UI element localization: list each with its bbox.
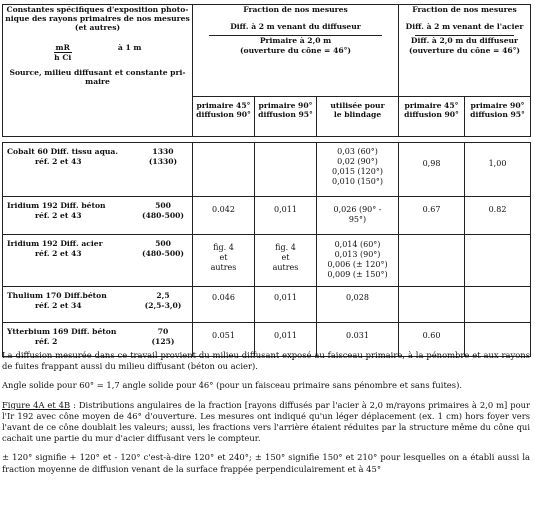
cell-value: 1,00 xyxy=(488,159,507,168)
cell-value: 0.60 xyxy=(422,331,441,340)
cell-value: 0.031 xyxy=(346,331,369,340)
source-ref: réf. 2 et 43 xyxy=(35,248,82,258)
cell-c5 xyxy=(465,143,531,197)
row-label-cell xyxy=(3,197,193,235)
note-paragraph xyxy=(2,400,530,445)
cell-c4 xyxy=(399,235,465,287)
cell-value: 0.82 xyxy=(488,205,507,214)
cell-c5 xyxy=(465,235,531,287)
cell-value: 0.051 xyxy=(212,331,235,340)
cell-value: autres xyxy=(210,263,237,272)
col-header-line: primaire 45° xyxy=(404,101,459,110)
col-header-line: diffusion 90° xyxy=(404,110,459,120)
figure-reference: Figure 4A et 4B xyxy=(2,399,71,410)
cell-c5 xyxy=(465,197,531,235)
group1-sub2-line1: Primaire à 2,0 m xyxy=(259,36,332,46)
cell-c3 xyxy=(317,235,399,287)
col-header-line: utilisée pour xyxy=(330,101,385,110)
source-name: Cobalt 60 Diff. tissu aqua. xyxy=(7,147,118,156)
col-header-line: diffusion 95° xyxy=(258,110,313,120)
group1-header xyxy=(193,5,399,97)
row-label-cell xyxy=(3,143,193,197)
cell-value: fig. 4 xyxy=(213,243,234,252)
exposure-table xyxy=(2,4,531,357)
source-name: Iridium 192 Diff. acier xyxy=(7,239,103,248)
col-header-blindage xyxy=(317,97,399,137)
col-header-line: diffusion 90° xyxy=(196,110,251,120)
cell-value: fig. 4 xyxy=(275,243,296,252)
constant-range: (125) xyxy=(151,336,175,346)
row-label-cell xyxy=(3,287,193,323)
cell-c5 xyxy=(465,287,531,323)
cell-value: 0,03 (60°) xyxy=(337,147,378,156)
group2-header xyxy=(399,5,531,97)
cell-c1 xyxy=(193,235,255,287)
group1-title: Fraction de nos mesures xyxy=(243,5,348,14)
note-paragraph: La diffusion mesurée dans ce travail provient du milieu diffusant exposé au faisceau primaire, à la pénombre et aux rayons de fuites frappant aussi du milieu diffusant (béton ou acier). xyxy=(2,350,530,372)
unit-fraction xyxy=(54,43,72,62)
cell-value: 0,98 xyxy=(422,159,441,168)
constant-range: (1330) xyxy=(148,156,178,166)
col-header-line: primaire 90° xyxy=(258,101,313,110)
source-ref: réf. 2 xyxy=(35,336,58,346)
header-source-line: Source, milieu diffusant et constante pri- xyxy=(9,68,186,78)
header-source-line: maire xyxy=(85,77,110,87)
col-header-acier90 xyxy=(465,97,531,137)
source-name: Thulium 170 Diff.béton xyxy=(7,291,107,300)
cell-c2 xyxy=(255,143,317,197)
group2-title: Fraction de nos mesures xyxy=(412,5,517,14)
cell-c1 xyxy=(193,287,255,323)
col-header-primaire45 xyxy=(193,97,255,137)
cell-value: 0.046 xyxy=(212,293,235,302)
source-ref: réf. 2 et 43 xyxy=(35,210,82,220)
cell-value: et xyxy=(219,253,228,262)
col-header-acier45 xyxy=(399,97,465,137)
note-paragraph: Angle solide pour 60° = 1,7 angle solide pour 46° (pour un faisceau primaire sans pénombre et sans fuites). xyxy=(2,380,462,391)
cell-value: 0,028 xyxy=(346,293,369,302)
row-label-cell xyxy=(3,235,193,287)
cell-value: 0,011 xyxy=(274,205,297,214)
cell-value: 0,010 (150°) xyxy=(332,177,383,186)
cell-value: 95°) xyxy=(348,215,367,224)
constant-value: 2,5 xyxy=(156,291,170,300)
col-header-line: primaire 90° xyxy=(470,101,525,110)
unit-numerator: mR xyxy=(55,42,70,52)
cell-value: 0,02 (90°) xyxy=(337,157,378,166)
figure-caption-text: : Distributions angulaires de la fraction [rayons diffusés par l'acier à 2,0 m/rayons primaires à 2,0 m] pour l'Ir 192 avec cône moyen de 46° d'ouverture. Les mesures ont indiqué qu'un léger déplacement (ex. 1 cm) hors foyer vers l'avant de ce cône doublait les valeurs; aussi, les fractions vers l'arrière étaient réduites par la structure même du cône qui cachait une partie du mur d'acier diffusant vers le compteur. xyxy=(2,399,531,444)
cell-value: 0,011 xyxy=(274,293,297,302)
cell-c4 xyxy=(399,143,465,197)
notes-section xyxy=(2,350,530,483)
source-name: Ytterbium 169 Diff. béton xyxy=(7,327,117,336)
cell-value: 0,009 (± 150°) xyxy=(327,270,388,279)
col-header-line: le blindage xyxy=(333,110,382,120)
group1-subtitle: Diff. à 2 m venant du diffuseur xyxy=(230,22,361,32)
cell-value: autres xyxy=(272,263,299,272)
unit-line xyxy=(3,43,192,62)
source-name: Iridium 192 Diff. béton xyxy=(7,201,106,210)
col-header-line: primaire 45° xyxy=(196,101,251,110)
cell-value: 0,011 xyxy=(274,331,297,340)
table-row xyxy=(3,197,531,235)
constant-value: 1330 xyxy=(152,147,174,156)
constant-value: 500 xyxy=(155,239,171,248)
note-paragraph: ± 120° signifie + 120° et - 120° c'est-à-dire 120° et 240°; ± 150° signifie 150° et 210° pour lesquelles on a établi aussi la fraction moyenne de diffusion venant de la surface frappée perpendiculairement et à 45° xyxy=(2,452,530,474)
table-row xyxy=(3,143,531,197)
cell-value: 0,015 (120°) xyxy=(332,167,383,176)
group2-sub2-line1: Diff. à 2,0 m du diffuseur xyxy=(410,36,519,46)
group1-sub2-line2: (ouverture du cône = 46°) xyxy=(239,45,352,55)
unit-denominator: h Ci xyxy=(54,52,72,62)
table-row xyxy=(3,287,531,323)
col-header-line: diffusion 95° xyxy=(470,110,525,120)
cell-c1 xyxy=(193,143,255,197)
constant-range: (480-500) xyxy=(141,210,185,220)
table-row xyxy=(3,235,531,287)
constant-value: 70 xyxy=(157,327,169,336)
cell-c4 xyxy=(399,287,465,323)
cell-value: 0,006 (± 120°) xyxy=(327,260,388,269)
header-left-line: nique des rayons primaires de nos mesures xyxy=(5,14,190,24)
source-ref: réf. 2 et 34 xyxy=(35,300,82,310)
unit-distance: à 1 m xyxy=(117,42,142,52)
group2-subtitle: Diff. à 2 m venant de l'acier xyxy=(405,22,524,32)
cell-c2 xyxy=(255,287,317,323)
constant-range: (480-500) xyxy=(141,248,185,258)
cell-c3 xyxy=(317,287,399,323)
header-left-line: (et autres) xyxy=(74,23,121,33)
header-left-cell xyxy=(3,5,193,137)
cell-value: 0,026 (90° - xyxy=(333,205,382,214)
cell-c4 xyxy=(399,197,465,235)
cell-c2 xyxy=(255,197,317,235)
cell-c2 xyxy=(255,235,317,287)
col-header-primaire90 xyxy=(255,97,317,137)
cell-c3 xyxy=(317,143,399,197)
cell-value: 0,014 (60°) xyxy=(334,240,381,249)
header-left-line: Constantes spécifiques d'exposition photo- xyxy=(6,5,189,14)
cell-value: 0.67 xyxy=(422,205,441,214)
source-ref: réf. 2 et 43 xyxy=(35,156,82,166)
cell-value: 0,013 (90°) xyxy=(334,250,381,259)
cell-value: 0.042 xyxy=(212,205,235,214)
cell-value: et xyxy=(281,253,290,262)
cell-c1 xyxy=(193,197,255,235)
cell-c3 xyxy=(317,197,399,235)
constant-range: (2,5-3,0) xyxy=(144,300,182,310)
constant-value: 500 xyxy=(155,201,171,210)
group2-sub2-line2: (ouverture du cône = 46°) xyxy=(408,45,521,55)
